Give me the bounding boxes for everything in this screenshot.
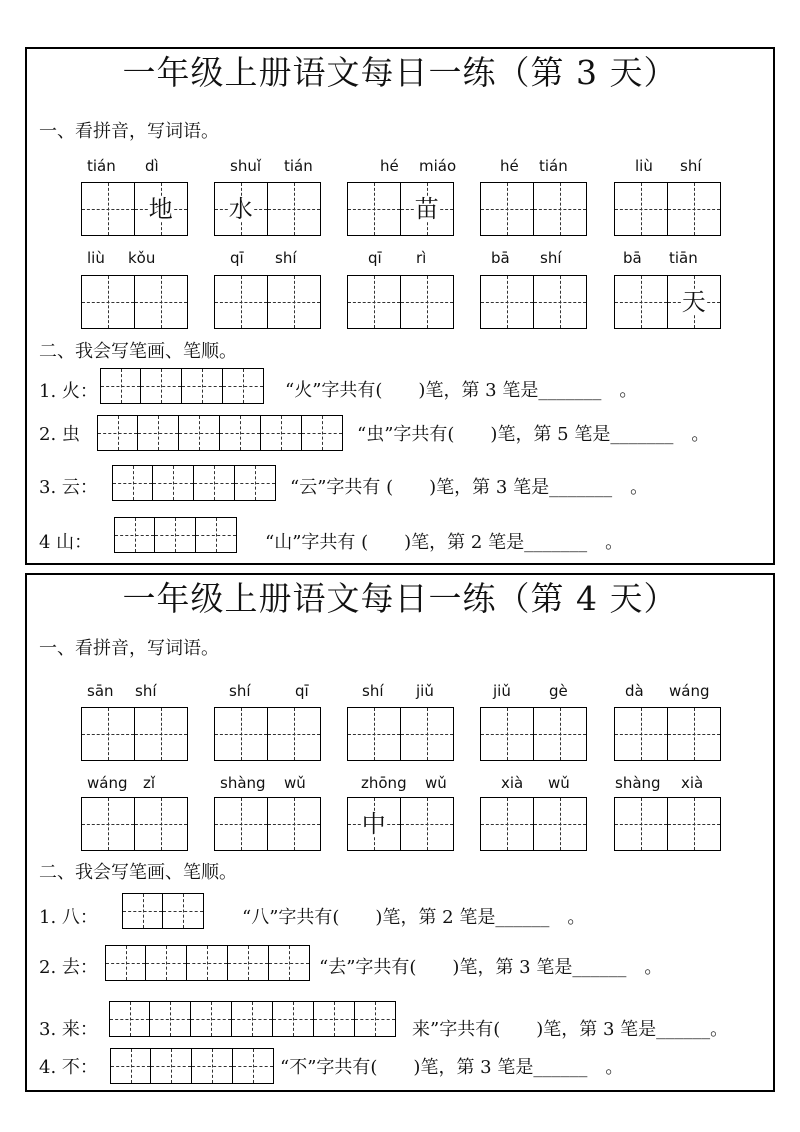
stroke-cell[interactable] <box>192 1048 233 1084</box>
writing-cell[interactable] <box>81 707 135 761</box>
writing-cell[interactable] <box>347 182 401 236</box>
stroke-order-grid[interactable] <box>110 1048 274 1084</box>
question-label: 4. 不： <box>39 1057 98 1078</box>
pinyin-label: bā <box>491 249 510 267</box>
pinyin-label: rì <box>416 249 427 267</box>
writing-cell[interactable] <box>534 182 588 236</box>
tianzige-word-box[interactable] <box>81 707 188 761</box>
tianzige-word-box[interactable] <box>347 797 454 851</box>
stroke-order-grid[interactable] <box>109 1001 396 1037</box>
stroke-cell[interactable] <box>163 893 204 929</box>
pinyin-label: wǔ <box>425 774 447 792</box>
stroke-cell[interactable] <box>232 1001 273 1037</box>
writing-cell[interactable] <box>401 797 455 851</box>
writing-cell[interactable] <box>614 275 668 329</box>
pinyin-label: liù <box>87 249 105 267</box>
tianzige-word-box[interactable] <box>347 275 454 329</box>
tianzige-word-box[interactable] <box>81 275 188 329</box>
stroke-cell[interactable] <box>355 1001 396 1037</box>
stroke-cell[interactable] <box>114 517 155 553</box>
worksheet-day-4 <box>25 573 775 1092</box>
pinyin-label: miáo <box>419 157 457 175</box>
tianzige-word-box[interactable] <box>480 182 587 236</box>
tianzige-word-box[interactable] <box>214 275 321 329</box>
writing-cell[interactable] <box>668 182 722 236</box>
writing-cell[interactable] <box>480 797 534 851</box>
question-text: “八”字共有( )笔，第 2 笔是______ 。 <box>242 907 586 928</box>
stroke-order-grid[interactable] <box>112 465 276 501</box>
pinyin-label: zhōng <box>361 774 407 792</box>
pinyin-label: shí <box>275 249 297 267</box>
writing-cell[interactable] <box>268 275 322 329</box>
question-label: 3. 云： <box>39 477 98 498</box>
stroke-cell[interactable] <box>179 415 220 451</box>
writing-cell[interactable] <box>214 797 268 851</box>
pinyin-label: shàng <box>220 774 266 792</box>
stroke-cell[interactable] <box>151 1048 192 1084</box>
worksheet-day-3 <box>25 47 775 565</box>
question-text: “虫”字共有( )笔，第 5 笔是_______ 。 <box>357 424 710 445</box>
question-text: “不”字共有( )笔，第 3 笔是______ 。 <box>280 1057 624 1078</box>
tianzige-word-box[interactable] <box>614 182 721 236</box>
writing-cell[interactable] <box>214 707 268 761</box>
pinyin-label: shí <box>680 157 702 175</box>
writing-cell[interactable] <box>668 797 722 851</box>
pinyin-label: shí <box>362 682 384 700</box>
pinyin-label: zǐ <box>143 774 156 792</box>
stroke-order-grid[interactable] <box>114 517 237 553</box>
pinyin-label: wǔ <box>284 774 306 792</box>
stroke-cell[interactable] <box>261 415 302 451</box>
question-text: “去”字共有( )笔，第 3 笔是______ 。 <box>319 957 663 978</box>
stroke-cell[interactable] <box>233 1048 274 1084</box>
writing-cell[interactable] <box>347 275 401 329</box>
pinyin-label: jiǔ <box>416 682 434 700</box>
tianzige-word-box[interactable] <box>214 707 321 761</box>
section-stroke-title: 二、我会写笔画、笔顺。 <box>39 341 237 362</box>
writing-cell[interactable] <box>347 707 401 761</box>
pinyin-label: shuǐ <box>230 157 261 175</box>
writing-cell[interactable] <box>135 275 189 329</box>
writing-cell[interactable] <box>81 275 135 329</box>
worksheet-title: 一年级上册语文每日一练（第 3 天） <box>122 53 678 92</box>
stroke-cell[interactable] <box>112 465 153 501</box>
tianzige-word-box[interactable] <box>81 797 188 851</box>
stroke-cell[interactable] <box>138 415 179 451</box>
stroke-cell[interactable] <box>228 945 269 981</box>
stroke-cell[interactable] <box>191 1001 232 1037</box>
pinyin-label: shí <box>540 249 562 267</box>
writing-cell[interactable]: 天 <box>668 275 722 329</box>
stroke-cell[interactable] <box>187 945 228 981</box>
tianzige-word-box[interactable] <box>81 182 188 236</box>
pinyin-label: qī <box>295 682 309 700</box>
writing-cell[interactable] <box>135 797 189 851</box>
writing-cell[interactable] <box>614 182 668 236</box>
writing-cell[interactable] <box>401 707 455 761</box>
pinyin-label: tiān <box>669 249 698 267</box>
tianzige-word-box[interactable] <box>480 797 587 851</box>
section-stroke-title: 二、我会写笔画、笔顺。 <box>39 862 237 883</box>
stroke-cell[interactable] <box>196 517 237 553</box>
stroke-cell[interactable] <box>146 945 187 981</box>
writing-cell[interactable] <box>81 182 135 236</box>
pinyin-label: shàng <box>615 774 661 792</box>
pinyin-label: wáng <box>87 774 128 792</box>
stroke-cell[interactable] <box>141 368 182 404</box>
pinyin-label: tián <box>539 157 568 175</box>
stroke-cell[interactable] <box>235 465 276 501</box>
stroke-cell[interactable] <box>182 368 223 404</box>
stroke-cell[interactable] <box>100 368 141 404</box>
writing-cell[interactable] <box>534 707 588 761</box>
writing-cell[interactable]: 中 <box>347 797 401 851</box>
writing-cell[interactable] <box>614 797 668 851</box>
stroke-cell[interactable] <box>194 465 235 501</box>
pinyin-label: dì <box>145 157 159 175</box>
pinyin-label: gè <box>549 682 568 700</box>
stroke-order-grid[interactable] <box>100 368 264 404</box>
question-label: 3. 来： <box>39 1019 98 1040</box>
writing-cell[interactable] <box>480 182 534 236</box>
pinyin-label: hé <box>500 157 519 175</box>
tianzige-word-box[interactable] <box>214 182 321 236</box>
stroke-cell[interactable] <box>97 415 138 451</box>
writing-cell[interactable] <box>534 797 588 851</box>
stroke-cell[interactable] <box>105 945 146 981</box>
writing-cell[interactable]: 苗 <box>401 182 455 236</box>
writing-cell[interactable] <box>81 797 135 851</box>
tianzige-word-box[interactable] <box>614 797 721 851</box>
pinyin-label: sān <box>87 682 114 700</box>
pinyin-label: tián <box>284 157 313 175</box>
question-label: 1. 火： <box>39 381 98 402</box>
tianzige-word-box[interactable] <box>347 182 454 236</box>
stroke-cell[interactable] <box>302 415 343 451</box>
writing-cell[interactable] <box>534 275 588 329</box>
pinyin-label: wǔ <box>548 774 570 792</box>
writing-cell[interactable] <box>268 797 322 851</box>
stroke-order-grid[interactable] <box>105 945 310 981</box>
tianzige-word-box[interactable] <box>480 275 587 329</box>
stroke-cell[interactable] <box>122 893 163 929</box>
pinyin-label: tián <box>87 157 116 175</box>
writing-cell[interactable] <box>135 707 189 761</box>
question-text: 来”字共有( )笔，第 3 笔是______。 <box>412 1019 729 1040</box>
tianzige-word-box[interactable] <box>214 797 321 851</box>
pinyin-label: dà <box>625 682 644 700</box>
section-pinyin-title: 一、看拼音，写词语。 <box>39 638 219 659</box>
writing-cell[interactable] <box>214 275 268 329</box>
pinyin-label: qī <box>230 249 244 267</box>
stroke-cell[interactable] <box>110 1048 151 1084</box>
writing-cell[interactable]: 地 <box>135 182 189 236</box>
stroke-cell[interactable] <box>273 1001 314 1037</box>
question-label: 2. 去： <box>39 957 98 978</box>
tianzige-word-box[interactable] <box>347 707 454 761</box>
tianzige-word-box[interactable] <box>480 707 587 761</box>
writing-cell[interactable] <box>480 275 534 329</box>
stroke-cell[interactable] <box>109 1001 150 1037</box>
question-label: 4 山： <box>39 532 93 553</box>
pinyin-label: qī <box>368 249 382 267</box>
pinyin-label: jiǔ <box>493 682 511 700</box>
stroke-cell[interactable] <box>153 465 194 501</box>
pinyin-label: xià <box>681 774 704 792</box>
pinyin-label: xià <box>501 774 524 792</box>
writing-cell[interactable] <box>268 182 322 236</box>
stroke-cell[interactable] <box>220 415 261 451</box>
question-label: 2. 虫 <box>39 424 80 445</box>
writing-cell[interactable] <box>668 707 722 761</box>
stroke-cell[interactable] <box>269 945 310 981</box>
stroke-order-grid[interactable] <box>97 415 343 451</box>
question-text: “云”字共有 ( )笔，第 3 笔是_______ 。 <box>290 477 649 498</box>
pinyin-label: bā <box>623 249 642 267</box>
stroke-cell[interactable] <box>155 517 196 553</box>
pinyin-label: shí <box>229 682 251 700</box>
pinyin-label: wáng <box>669 682 710 700</box>
stroke-cell[interactable] <box>150 1001 191 1037</box>
tianzige-word-box[interactable] <box>614 275 721 329</box>
question-text: “山”字共有 ( )笔，第 2 笔是_______ 。 <box>265 532 624 553</box>
stroke-cell[interactable] <box>314 1001 355 1037</box>
writing-cell[interactable] <box>268 707 322 761</box>
pinyin-label: liù <box>635 157 653 175</box>
pinyin-label: kǒu <box>128 249 156 267</box>
writing-cell[interactable] <box>614 707 668 761</box>
question-label: 1. 八： <box>39 907 98 928</box>
stroke-order-grid[interactable] <box>122 893 204 929</box>
stroke-cell[interactable] <box>223 368 264 404</box>
writing-cell[interactable] <box>480 707 534 761</box>
tianzige-word-box[interactable] <box>614 707 721 761</box>
pinyin-label: shí <box>135 682 157 700</box>
section-pinyin-title: 一、看拼音，写词语。 <box>39 121 219 142</box>
pinyin-label: hé <box>380 157 399 175</box>
writing-cell[interactable]: 水 <box>214 182 268 236</box>
writing-cell[interactable] <box>401 275 455 329</box>
worksheet-title: 一年级上册语文每日一练（第 4 天） <box>122 579 678 618</box>
question-text: “火”字共有( )笔，第 3 笔是_______ 。 <box>285 380 638 401</box>
